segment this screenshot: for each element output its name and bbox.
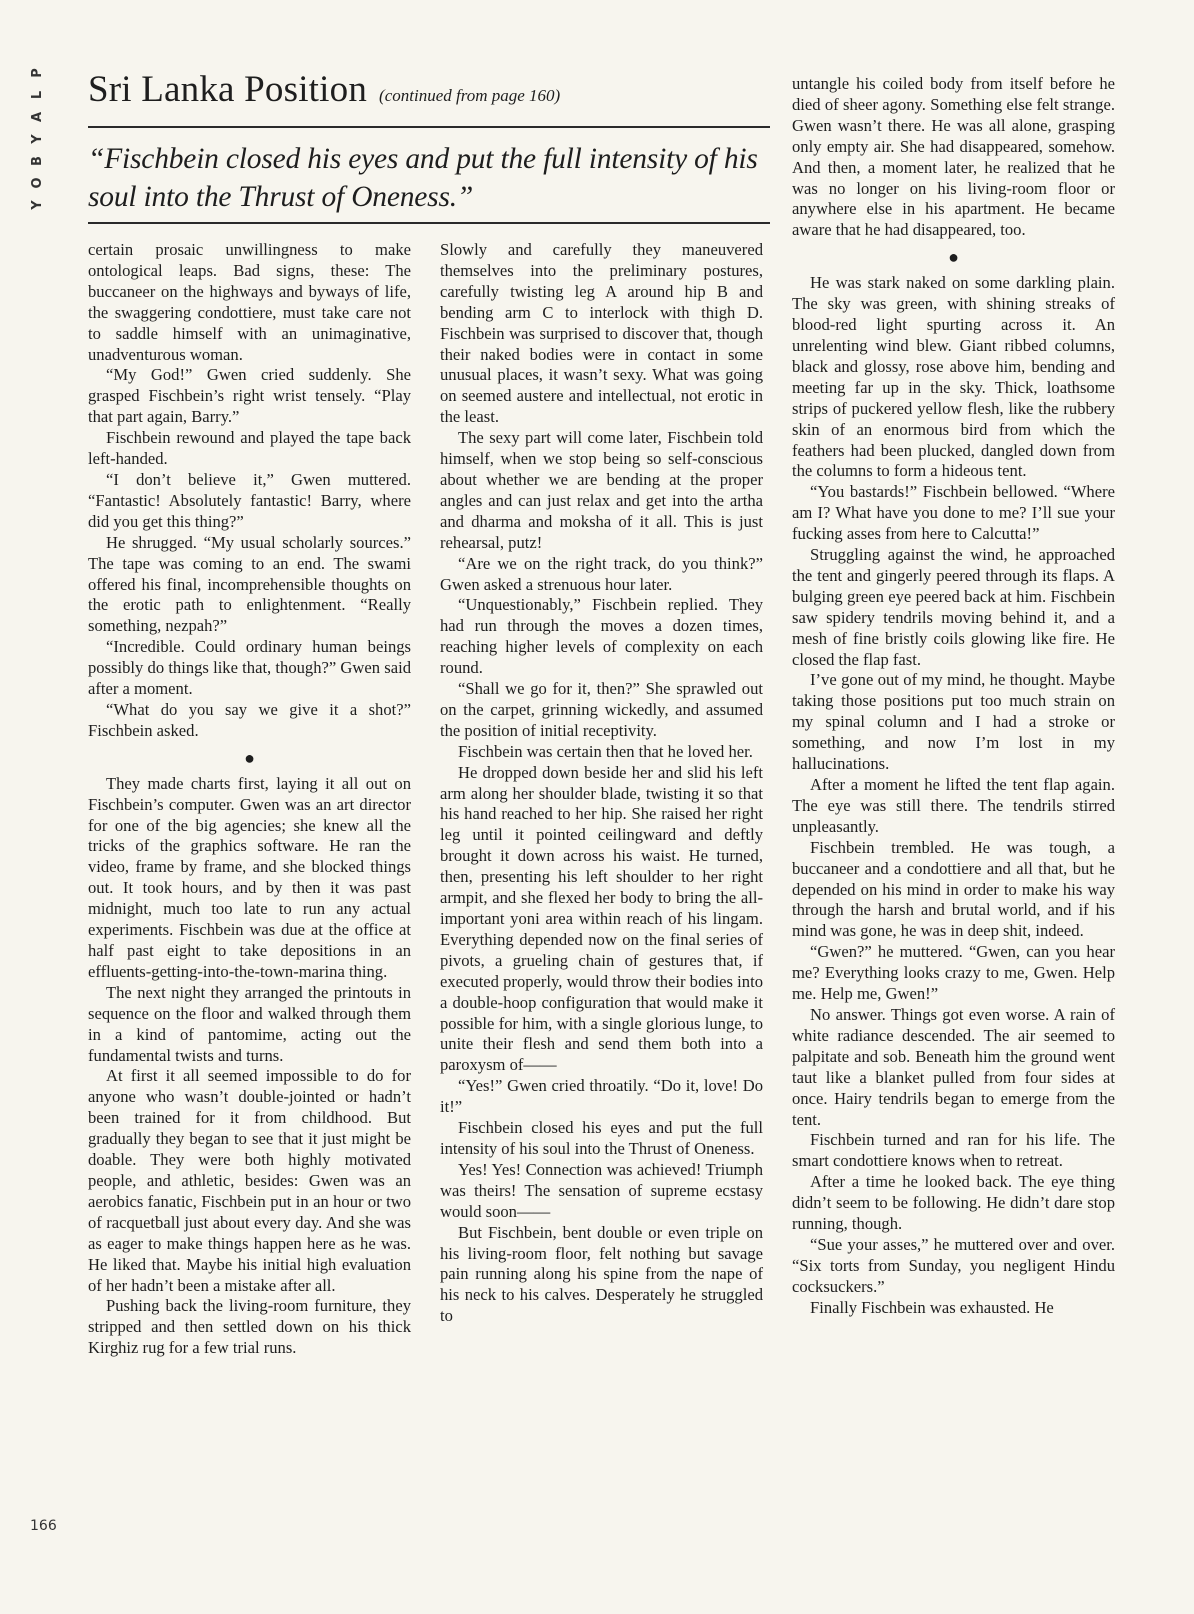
paragraph: But Fischbein, bent double or even triple on his living-room floor, felt nothing but savage pain running along his spine from the nape of his neck to his calves. Desperately he struggled to (440, 1222, 763, 1326)
paragraph: untangle his coiled body from itself before he died of sheer agony. Something else felt strange. Gwen wasn’t there. He was all alone, grasping only empty air. She had disappeared, somehow. And then, a moment later, he realized that he was no longer on his living-room floor or anywhere else in his apartment. He became aware that he had disappeared, too. (792, 74, 1115, 240)
text-column-3 (792, 74, 1115, 1319)
masthead-letter: A (30, 111, 45, 123)
paragraph: “Gwen?” he muttered. “Gwen, can you hear me? Everything looks crazy to me, Gwen. Help me. Help me, Gwen!” (792, 942, 1115, 1004)
masthead-letter: P (30, 68, 45, 78)
paragraph: After a moment he lifted the tent flap again. The eye was still there. The tendrils stirred unpleasantly. (792, 775, 1115, 836)
paragraph: Yes! Yes! Connection was achieved! Triumph was theirs! The sensation of supreme ecstasy would soon—— (440, 1159, 763, 1221)
paragraph: Fischbein rewound and played the tape back left-handed. (88, 428, 411, 469)
bottom-rule (88, 222, 770, 224)
paragraph: “Sue your asses,” he muttered over and over. “Six torts from Sunday, you negligent Hindu cocksuckers.” (792, 1234, 1115, 1296)
paragraph: Fischbein was certain then that he loved her. (458, 741, 753, 761)
masthead-letter: B (30, 156, 45, 166)
pull-quote: “Fischbein closed his eyes and put the full intensity of his soul into the Thrust of Oneness.” (88, 143, 758, 213)
paragraph: He dropped down beside her and slid his left arm along her shoulder blade, twisting it so that his hand reached to her hip. She raised her right leg until it pointed ceilingward and deftly brought it down across his waist. He turned, then, presenting his left shoulder to her right armpit, and she flexed her body to bring the all-important yoni area within reach of his lingam. Everything depended now on the final series of pivots, a grueling chain of gestures that, if executed properly, would throw their bodies into a double-hoop configuration that would make it possible for him, with a single glorious lunge, to unite their flesh and send them both into a paroxysm of—— (440, 762, 763, 1075)
article-title: Sri Lanka Position (88, 69, 368, 110)
paragraph: “My God!” Gwen cried suddenly. She grasped Fischbein’s right wrist tensely. “Play that part again, Barry.” (88, 365, 411, 427)
top-rule (88, 126, 770, 128)
paragraph: Fischbein closed his eyes and put the full intensity of his soul into the Thrust of Oneness. (440, 1118, 763, 1158)
page-number: 166 (30, 1518, 57, 1534)
paragraph: Finally Fischbein was exhausted. He (810, 1297, 1054, 1317)
paragraph: Slowly and carefully they maneuvered themselves into the preliminary postures, carefully twisting leg A around hip B and bending arm C to interlock with thigh D. Fischbein was surprised to discover that, though their naked bodies were in contact in some unusual places, it wasn’t sexy. What was going on seemed austere and intellectual, not erotic in the least. (440, 240, 763, 427)
article-header (88, 68, 770, 111)
paragraph: “Are we on the right track, do you think?” Gwen asked a strenuous hour later. (440, 553, 763, 594)
masthead-letter: Y (30, 200, 45, 210)
paragraph: He was stark naked on some darkling plain. The sky was green, with shining streaks of blood-red light spurting across it. An unrelenting wind blew. Giant ribbed columns, black and glossy, rose above him, bending and meeting far up in the sky. Thick, loathsome strips of puckered yellow flesh, like the rubbery skin of an enormous bird from which the feathers had been plucked, dangled down from the columns to form a hideous tent. (792, 273, 1115, 481)
paragraph: After a time he looked back. The eye thing didn’t seem to be following. He didn’t dare stop running, though. (792, 1172, 1115, 1234)
section-separator: ● (948, 247, 959, 268)
paragraph: No answer. Things got even worse. A rain of white radiance descended. The air seemed to palpitate and sob. Beneath him the ground went taut like a blanket pulled from four sides at once. Hairy tendrils began to emerge from the tent. (792, 1004, 1115, 1129)
paragraph: “You bastards!” Fischbein bellowed. “Where am I? What have you done to me? I’ll sue your fucking asses from here to Calcutta!” (792, 482, 1115, 544)
text-column-2 (440, 240, 763, 1327)
paragraph: “Unquestionably,” Fischbein replied. They had run through the moves a dozen times, reaching higher levels of complexity on each round. (440, 595, 763, 678)
masthead-letter: L (30, 90, 45, 100)
paragraph: “What do you say we give it a shot?” Fischbein asked. (88, 699, 411, 740)
paragraph: They made charts first, laying it all out on Fischbein’s computer. Gwen was an art director for one of the big agencies; she knew all the tricks of the graphics software. He ran the video, frame by frame, and she blocked things out. It took hours, and by then it was past midnight, much too late to run any actual experiments. Fischbein was due at the office at half past eight to take depositions in an effluents-getting-into-the-town-marina thing. (88, 773, 411, 981)
magazine-masthead (28, 62, 48, 216)
paragraph: Struggling against the wind, he approached the tent and gingerly peered through its flaps. A bulging green eye peered back at him. Fischbein saw spidery tendrils moving behind it, and a mesh of fine bristly coils glowing like fire. He closed the flap fast. (792, 545, 1115, 669)
paragraph: “Yes!” Gwen cried throatily. “Do it, love! Do it!” (440, 1076, 763, 1117)
masthead-letter: Y (30, 134, 45, 144)
paragraph: The sexy part will come later, Fischbein told himself, when we stop being so self-conscious about whether we are bending at the proper angles and can just relax and get into the artha and dharma and moksha of it all. This is just rehearsal, putz! (440, 428, 763, 552)
paragraph: “Shall we go for it, then?” She sprawled out on the carpet, grinning wickedly, and assumed the position of initial receptivity. (440, 679, 763, 740)
paragraph: He shrugged. “My usual scholarly sources.” The tape was coming to an end. The swami offered his final, incomprehensible thoughts on the erotic path to enlightenment. “Really something, nezpah?” (88, 532, 411, 636)
paragraph: certain prosaic unwillingness to make ontological leaps. Bad signs, these: The buccaneer on the highways and byways of life, the swaggering condottiere, must take care not to saddle himself with an unimaginative, unadventurous woman. (88, 240, 411, 364)
paragraph: Pushing back the living-room furniture, they stripped and then settled down on his thick Kirghiz rug for a few trial runs. (88, 1296, 411, 1358)
paragraph: The next night they arranged the printouts in sequence on the floor and walked through them in a kind of pantomime, acting out the fundamental twists and turns. (88, 982, 411, 1065)
paragraph: Fischbein trembled. He was tough, a buccaneer and a condottiere and all that, but he depended on his mind in order to make his way through the harsh and brutal world, and if his mind was gone, he was in deep shit, indeed. (792, 837, 1115, 941)
text-column-1 (88, 240, 411, 1359)
section-separator: ● (244, 747, 255, 768)
continued-note: (continued from page 160) (379, 86, 561, 105)
masthead-letter: O (30, 177, 45, 189)
paragraph: “Incredible. Could ordinary human beings possibly do things like that, though?” Gwen said after a moment. (88, 637, 411, 699)
paragraph: “I don’t believe it,” Gwen muttered. “Fantastic! Absolutely fantastic! Barry, where did you get this thing?” (88, 469, 411, 531)
paragraph: Fischbein turned and ran for his life. The smart condottiere knows when to retreat. (792, 1130, 1115, 1171)
paragraph: At first it all seemed impossible to do for anyone who wasn’t double-jointed or hadn’t been trained for it from childhood. But gradually they began to see that it just might be doable. They were both highly motivated people, and athletic, besides: Gwen was an aerobics fanatic, Fischbein put in an hour or two of racquetball just about every day. And she was as eager to make things happen here as he was. He liked that. Maybe his initial high evaluation of her hadn’t been a mistake after all. (88, 1066, 411, 1295)
paragraph: I’ve gone out of my mind, he thought. Maybe taking those positions put too much strain on my spinal column and I had a stroke or something, and now I’m lost in my hallucinations. (792, 670, 1115, 774)
